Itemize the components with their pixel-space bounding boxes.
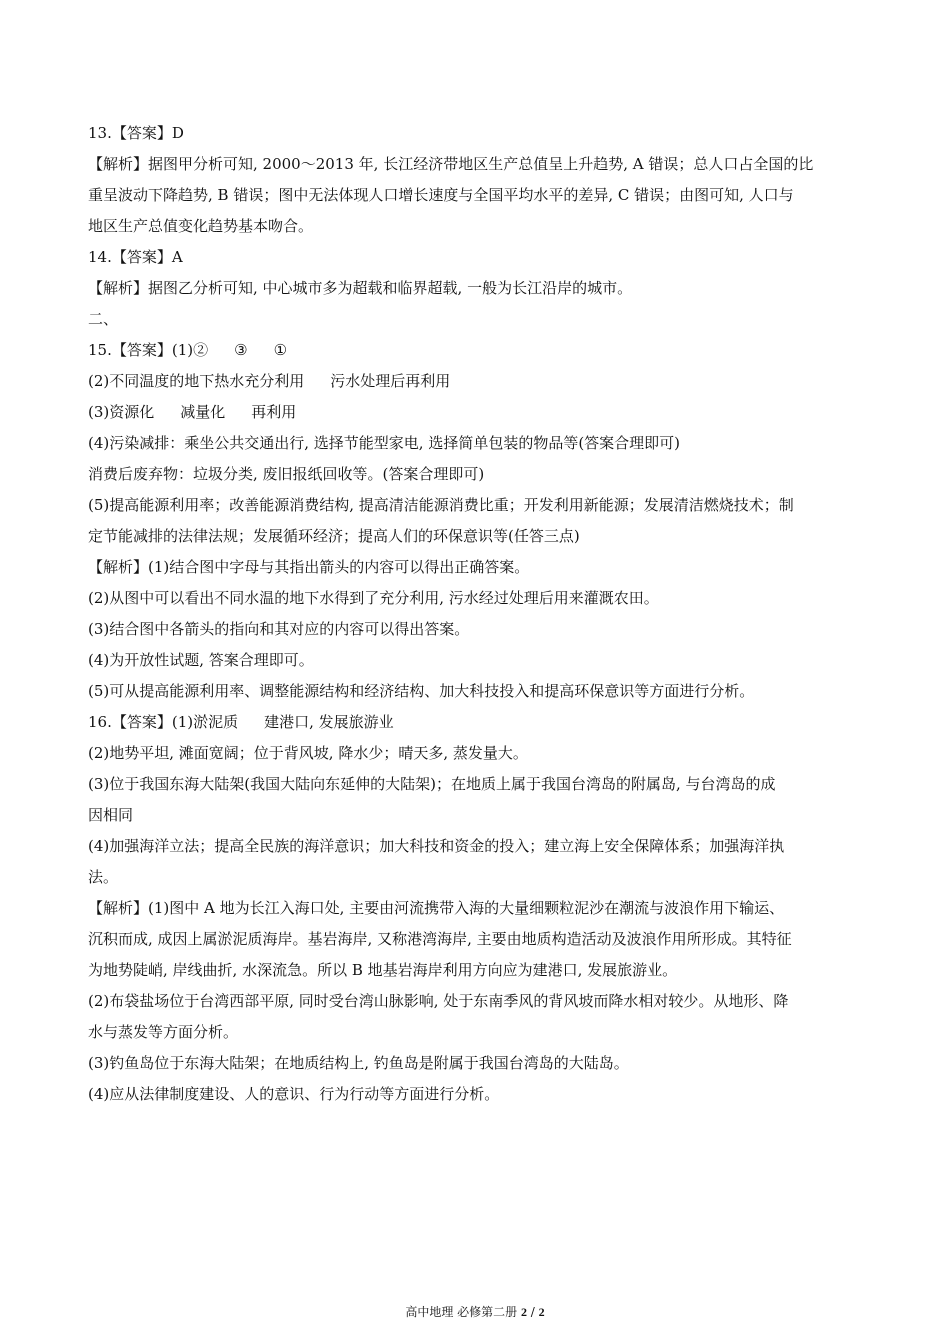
q14-answer: 14.【答案】A bbox=[88, 248, 183, 266]
q15-answer-2-b: 污水处理后再利用 bbox=[330, 372, 451, 390]
q16-answer-1-b: 建港口, 发展旅游业 bbox=[264, 713, 394, 731]
q16-analysis-1-line-3: 为地势陡峭, 岸线曲折, 水深流急。所以 B 地基岩海岸利用方向应为建港口, 发展旅游业。 bbox=[88, 961, 678, 979]
q16-analysis-2-line-2: 水与蒸发等方面分析。 bbox=[88, 1023, 239, 1041]
q15-answer-3-c: 再利用 bbox=[251, 403, 297, 421]
q15-answer-3 bbox=[88, 397, 866, 428]
footer-subject: 高中地理 必修第二册 bbox=[405, 1305, 518, 1319]
footer-page-total: 2 bbox=[538, 1305, 545, 1319]
q15-answer-4-line-1: (4)污染减排：乘坐公共交通出行, 选择节能型家电, 选择简单包装的物品等(答案合理即可) bbox=[88, 434, 681, 452]
footer-separator: / bbox=[530, 1305, 535, 1319]
q15-answer-2 bbox=[88, 366, 866, 397]
q16-answer-3-line-2: 因相同 bbox=[88, 806, 134, 824]
q15-answer-1 bbox=[88, 335, 866, 366]
q16-answer-2: (2)地势平坦, 滩面宽阔；位于背风坡, 降水少；晴天多, 蒸发量大。 bbox=[88, 744, 528, 762]
q15-answer-2-a: (2)不同温度的地下热水充分利用 bbox=[88, 372, 305, 390]
q15-answer-3-a: (3)资源化 bbox=[88, 403, 155, 421]
q13-analysis-line-2: 重呈波动下降趋势, B 错误；图中无法体现人口增长速度与全国平均水平的差异, C 错误；由图可知, 人口与 bbox=[88, 186, 794, 204]
section-two-heading: 二、 bbox=[88, 310, 119, 328]
q16-answer-4-line-2: 法。 bbox=[88, 868, 119, 886]
q13-analysis-line-3: 地区生产总值变化趋势基本吻合。 bbox=[88, 217, 314, 235]
q16-answer-4-line-1: (4)加强海洋立法；提高全民族的海洋意识；加大科技和资金的投入；建立海上安全保障体系；加强海洋执 bbox=[88, 837, 785, 855]
page-footer bbox=[0, 1303, 950, 1321]
q16-answer-3-line-1: (3)位于我国东海大陆架(我国大陆向东延伸的大陆架)；在地质上属于我国台湾岛的附属岛, 与台湾岛的成 bbox=[88, 775, 776, 793]
q16-answer-1-a: 16.【答案】(1)淤泥质 bbox=[88, 713, 239, 731]
q15-answer-1-b: ③ bbox=[234, 341, 248, 359]
q15-answer-5-line-1: (5)提高能源利用率；改善能源消费结构, 提高清洁能源消费比重；开发利用新能源；发展清洁燃烧技术；制 bbox=[88, 496, 794, 514]
q15-answer-3-b: 减量化 bbox=[180, 403, 226, 421]
q15-analysis-3: (3)结合图中各箭头的指向和其对应的内容可以得出答案。 bbox=[88, 620, 470, 638]
q16-analysis-1-line-2: 沉积而成, 成因上属淤泥质海岸。基岩海岸, 又称港湾海岸, 主要由地质构造活动及波浪作用所形成。其特征 bbox=[88, 930, 792, 948]
q16-analysis-4: (4)应从法律制度建设、人的意识、行为行动等方面进行分析。 bbox=[88, 1085, 500, 1103]
q15-answer-5-line-2: 定节能减排的法律法规；发展循环经济；提高人们的环保意识等(任答三点) bbox=[88, 527, 580, 545]
q15-answer-4-line-2: 消费后废弃物：垃圾分类, 废旧报纸回收等。(答案合理即可) bbox=[88, 465, 485, 483]
q13-analysis-line-1: 【解析】据图甲分析可知, 2000～2013 年, 长江经济带地区生产总值呈上升趋势, A 错误；总人口占全国的比 bbox=[88, 155, 814, 173]
q16-answer-1 bbox=[88, 707, 866, 738]
q16-analysis-2-line-1: (2)布袋盐场位于台湾西部平原, 同时受台湾山脉影响, 处于东南季风的背风坡而降水相对较少。从地形、降 bbox=[88, 992, 789, 1010]
q16-analysis-3: (3)钓鱼岛位于东海大陆架；在地质结构上, 钓鱼岛是附属于我国台湾岛的大陆岛。 bbox=[88, 1054, 629, 1072]
q14-analysis: 【解析】据图乙分析可知, 中心城市多为超载和临界超载, 一般为长江沿岸的城市。 bbox=[88, 279, 633, 297]
q15-analysis-4: (4)为开放性试题, 答案合理即可。 bbox=[88, 651, 314, 669]
footer-page-current: 2 bbox=[520, 1305, 527, 1319]
q15-analysis-2: (2)从图中可以看出不同水温的地下水得到了充分利用, 污水经过处理后用来灌溉农田。 bbox=[88, 589, 659, 607]
q15-analysis-1: 【解析】(1)结合图中字母与其指出箭头的内容可以得出正确答案。 bbox=[88, 558, 530, 576]
q15-answer-1-a: 15.【答案】(1)② bbox=[88, 341, 209, 359]
q15-analysis-5: (5)可从提高能源利用率、调整能源结构和经济结构、加大科技投入和提高环保意识等方面进行分析。 bbox=[88, 682, 755, 700]
q15-answer-1-c: ① bbox=[273, 341, 288, 359]
answer-content bbox=[88, 118, 866, 1110]
q13-answer: 13.【答案】D bbox=[88, 124, 184, 142]
q16-analysis-1-line-1: 【解析】(1)图中 A 地为长江入海口处, 主要由河流携带入海的大量细颗粒泥沙在潮流与波浪作用下输运、 bbox=[88, 899, 785, 917]
